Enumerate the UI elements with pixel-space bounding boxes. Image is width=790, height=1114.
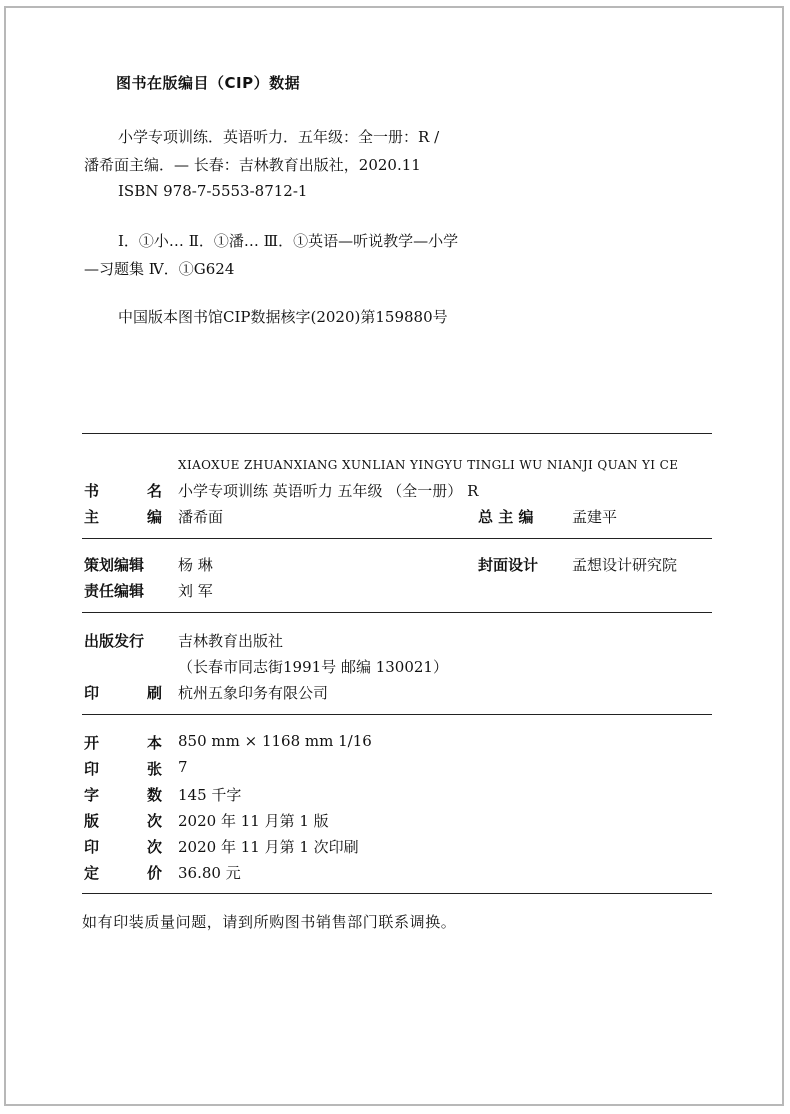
divider [82,893,712,894]
label-format: 开 本 [84,734,162,752]
editor-name: 潘希面 [178,508,224,526]
printing-value: 2020 年 11 月第 1 次印刷 [178,838,359,856]
divider [82,714,712,715]
quality-notice: 如有印装质量问题，请到所购图书销售部门联系调换。 [82,913,457,931]
book-title-pinyin: XIAOXUE ZHUANXIANG XUNLIAN YINGYU TINGLI WU NIANJI QUAN YI CE [178,458,679,472]
publisher-address: （长春市同志街1991号 邮编 130021） [178,658,448,676]
label-cover-design: 封面设计 [478,556,539,574]
words-value: 145 千字 [178,786,242,804]
cip-line-isbn: ISBN 978-7-5553-8712-1 [118,182,308,200]
label-printer: 印 刷 [84,684,162,702]
label-book-name: 书 名 [84,482,162,500]
book-name: 小学专项训练 英语听力 五年级 （全一册） R [178,482,479,500]
divider [82,538,712,539]
publisher-name: 吉林教育出版社 [178,632,284,650]
sheets-value: 7 [178,758,188,776]
label-editor: 主 编 [84,508,162,526]
label-edition: 版 次 [84,812,162,830]
label-price: 定 价 [84,864,162,882]
label-printing: 印 次 [84,838,162,856]
cip-line-editor: 潘希面主编．— 长春：吉林教育出版社，2020.11 [84,156,421,174]
label-responsible-editor: 责任编辑 [84,582,145,600]
cip-title: 图书在版编目（CIP）数据 [116,74,301,92]
cip-line-record-number: 中国版本图书馆CIP数据核字(2020)第159880号 [118,308,448,326]
edition-value: 2020 年 11 月第 1 版 [178,812,329,830]
cip-line-title: 小学专项训练．英语听力．五年级：全一册：R / [118,128,440,146]
cip-line-classification-cont: —习题集 Ⅳ．①G624 [84,260,235,278]
label-sheets: 印 张 [84,760,162,778]
label-words: 字 数 [84,786,162,804]
label-publisher: 出版发行 [84,632,145,650]
responsible-editor-name: 刘 军 [178,582,213,600]
format-value: 850 mm × 1168 mm 1/16 [178,732,372,750]
copyright-page [4,6,784,1106]
printer-name: 杭州五象印务有限公司 [178,684,329,702]
label-chief-editor: 总 主 编 [478,508,534,526]
price-value: 36.80 元 [178,864,241,882]
label-planning-editor: 策划编辑 [84,556,145,574]
divider [82,433,712,434]
cip-line-classification: Ⅰ．①小… Ⅱ．①潘… Ⅲ．①英语—听说教学—小学 [118,232,459,250]
planning-editor-name: 杨 琳 [178,556,213,574]
divider [82,612,712,613]
cover-design-name: 孟想设计研究院 [572,556,678,574]
chief-editor-name: 孟建平 [572,508,618,526]
